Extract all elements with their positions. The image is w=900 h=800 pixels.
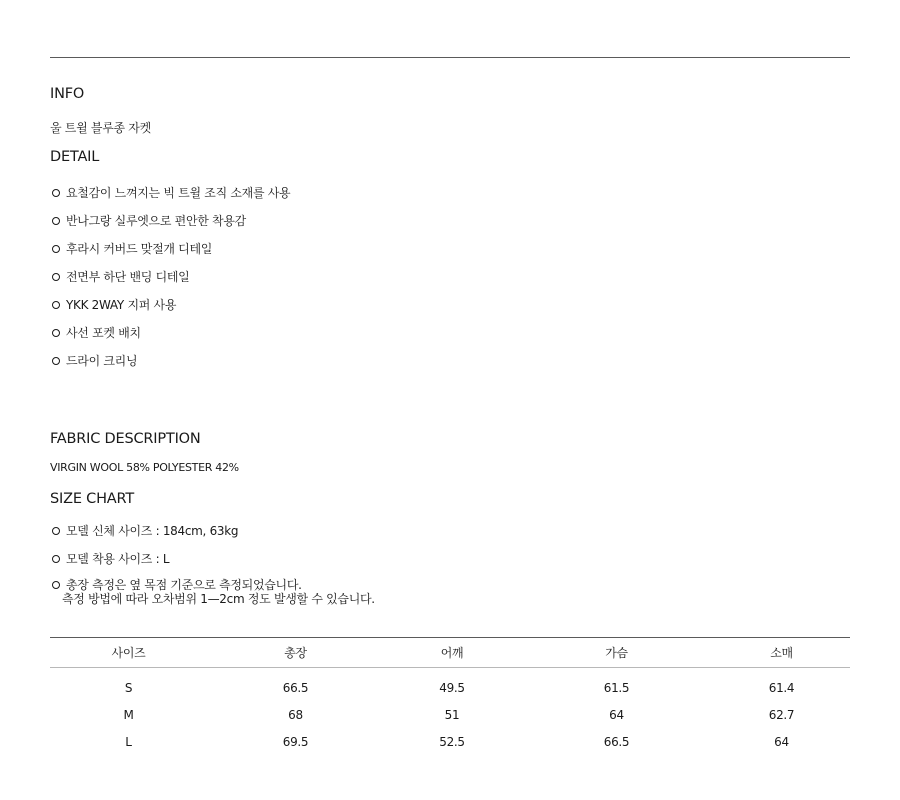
chest-cell: 64 (609, 707, 624, 722)
detail-item (50, 240, 212, 257)
length-cell: 66.5 (282, 680, 309, 695)
detail-item (50, 268, 189, 285)
circle-bullet-icon (52, 273, 60, 281)
circle-bullet-icon (52, 245, 60, 253)
column-header-chest: 가슴 (520, 638, 713, 668)
size-cell: L (125, 734, 132, 749)
detail-item-text: 사선 포켓 배치 (66, 326, 141, 340)
size-table-header-row (50, 638, 850, 668)
detail-item-text: 전면부 하단 밴딩 디테일 (66, 270, 190, 284)
detail-item-text: 요철감이 느껴지는 빅 트윌 조직 소재를 사용 (66, 186, 291, 200)
shoulder-cell: 51 (444, 707, 460, 722)
circle-bullet-icon (52, 527, 60, 535)
note-text: 모델 신체 사이즈 : 184cm, 63kg (66, 524, 239, 538)
shoulder-cell: 49.5 (439, 680, 465, 695)
detail-heading: DETAIL (50, 149, 100, 165)
column-header-length: 총장 (207, 638, 384, 668)
detail-item-text: YKK 2WAY 지퍼 사용 (66, 298, 177, 312)
circle-bullet-icon (52, 189, 60, 197)
sleeve-cell: 64 (774, 734, 789, 749)
column-header-shoulder: 어깨 (384, 638, 520, 668)
circle-bullet-icon (52, 555, 60, 563)
info-heading: INFO (50, 86, 85, 102)
size-cell: S (124, 680, 133, 695)
detail-item (50, 324, 141, 341)
table-row (50, 728, 850, 755)
detail-item (50, 212, 246, 229)
chest-cell: 66.5 (603, 734, 630, 749)
top-divider (50, 57, 850, 58)
detail-item-text: 드라이 크리닝 (66, 354, 138, 368)
shoulder-cell: 52.5 (439, 734, 465, 749)
column-header-sleeve: 소매 (713, 638, 850, 668)
circle-bullet-icon (52, 301, 60, 309)
detail-item-text: 반나그랑 실루엣으로 편안한 착용감 (66, 214, 246, 228)
detail-item (50, 352, 137, 369)
circle-bullet-icon (52, 581, 60, 589)
fabric-composition: VIRGIN WOOL 58% POLYESTER 42% (50, 461, 239, 474)
size-table (50, 637, 850, 755)
circle-bullet-icon (52, 357, 60, 365)
circle-bullet-icon (52, 329, 60, 337)
measurement-note-line2: 측정 방법에 따라 오차범위 1—2cm 정도 발생할 수 있습니다. (62, 592, 375, 606)
measurement-note-line1: 총장 측정은 옆 목점 기준으로 측정되었습니다. (66, 578, 302, 592)
column-header-size: 사이즈 (50, 638, 207, 668)
length-cell: 68 (288, 707, 303, 722)
circle-bullet-icon (52, 217, 60, 225)
note-text: 모델 착용 사이즈 : L (66, 552, 170, 566)
detail-item (50, 184, 290, 201)
table-row (50, 701, 850, 728)
sleeve-cell: 61.4 (768, 680, 795, 695)
length-cell: 69.5 (282, 734, 309, 749)
model-body-size-note (50, 522, 238, 539)
chest-cell: 61.5 (603, 680, 630, 695)
size-chart-heading: SIZE CHART (50, 491, 135, 507)
sleeve-cell: 62.7 (768, 707, 795, 722)
table-row (50, 668, 850, 702)
detail-item-text: 후라시 커버드 맞절개 디테일 (66, 242, 213, 256)
measurement-note (50, 578, 375, 606)
model-wearing-size-note (50, 550, 169, 567)
fabric-heading: FABRIC DESCRIPTION (50, 431, 201, 447)
size-cell: M (123, 707, 134, 722)
detail-item (50, 296, 176, 313)
product-name: 울 트윌 블루종 자켓 (50, 121, 151, 135)
